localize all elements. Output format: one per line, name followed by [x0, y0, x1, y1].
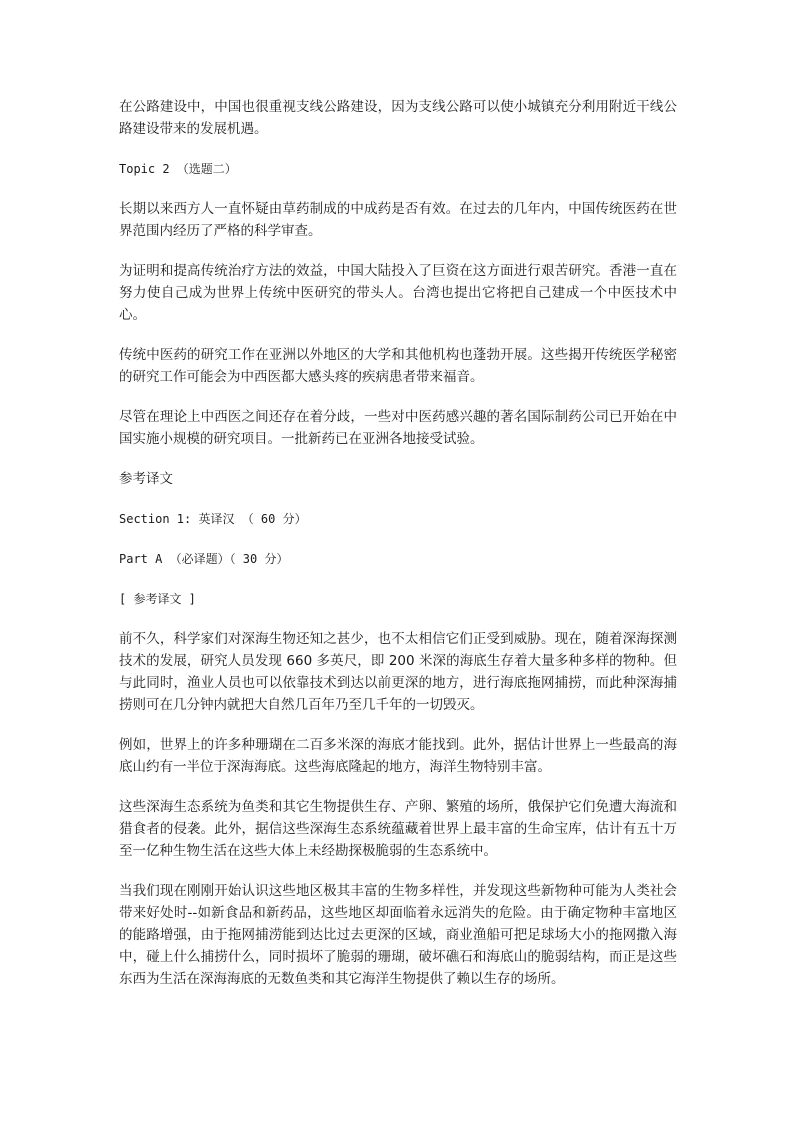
paragraph-deep-sea-life: 前不久，科学家们对深海生物还知之甚少，也不太相信它们正受到威胁。现在，随着深海探测技术的发展，研究人员发现 660 多英尺，即 200 米深的海底生存着大量多种多样的物种。但与此同时，渔业人员也可以依靠技术到达以前更深的地方，进行海底拖网捕捞，而此种深海捕捞则可在几分钟内就把大自然几百年乃至几千年的一切毁灭。: [119, 631, 677, 713]
paragraph-research-investment: 为证明和提高传统治疗方法的效益，中国大陆投入了巨资在这方面进行艰苦研究。香港一直在努力使自己成为世界上传统中医研究的带头人。台湾也提出它将把自己建成一个中医技术中心。: [119, 263, 677, 323]
reference-translation-bracket: [ 参考译文 ]: [119, 592, 196, 606]
part-a-heading: Part A （必译题）（ 30 分）: [119, 552, 289, 566]
document-page: [119, 96, 677, 1008]
paragraph-corals: 例如，世界上的许多种珊瑚在二百多米深的海底才能找到。此外，据估计世界上一些最高的海底山约有一半位于深海海底。这些海底隆起的地方，海洋生物特别丰富。: [119, 737, 677, 775]
paragraph-research-abroad: 传统中医药的研究工作在亚洲以外地区的大学和其他机构也蓬勃开展。这些揭开传统医学秘密的研究工作可能会为中西医都大感头疼的疾病患者带来福音。: [119, 347, 677, 385]
reference-translation-title: 参考译文: [119, 471, 173, 487]
paragraph-branch-roads: 在公路建设中，中国也很重视支线公路建设，因为支线公路可以使小城镇充分利用附近干线公路建设带来的发展机遇。: [119, 99, 677, 137]
paragraph-biodiversity-threat: 当我们现在刚刚开始认识这些地区极其丰富的生物多样性，并发现这些新物种可能为人类社会带来好处时--如新食品和新药品，这些地区却面临着永远消失的危险。由于确定物种丰富地区的能路增强，由于拖网捕涝能到达比过去更深的区域，商业渔船可把足球场大小的拖网撒入海中，碰上什么捕捞什么，同时损坏了脆弱的珊瑚，破坏礁石和海底山的脆弱结构，而正是这些东西为生活在深海海底的无数鱼类和其它海洋生物提供了赖以生存的场所。: [119, 883, 677, 987]
paragraph-pharma-companies: 尽管在理论上中西医之间还存在着分歧，一些对中医药感兴趣的著名国际制药公司已开始在中国实施小规模的研究项目。一批新药已在亚洲各地接受试验。: [119, 409, 677, 447]
topic-2-heading: Topic 2 （选题二）: [119, 162, 237, 176]
section-1-heading: Section 1: 英译汉 （ 60 分）: [119, 512, 307, 526]
paragraph-herbal-medicine: 长期以来西方人一直怀疑由草药制成的中成药是否有效。在过去的几年内，中国传统医药在世界范围内经历了严格的科学审查。: [119, 201, 677, 239]
paragraph-ecosystems: 这些深海生态系统为鱼类和其它生物提供生存、产卵、繁殖的场所，俄保护它们免遭大海流和猎食者的侵袭。此外，据信这些深海生态系统蕴藏着世界上最丰富的生命宝库，估计有五十万至一亿种生物生活在这些大体上未经勘探极脆弱的生态系统中。: [119, 799, 677, 859]
